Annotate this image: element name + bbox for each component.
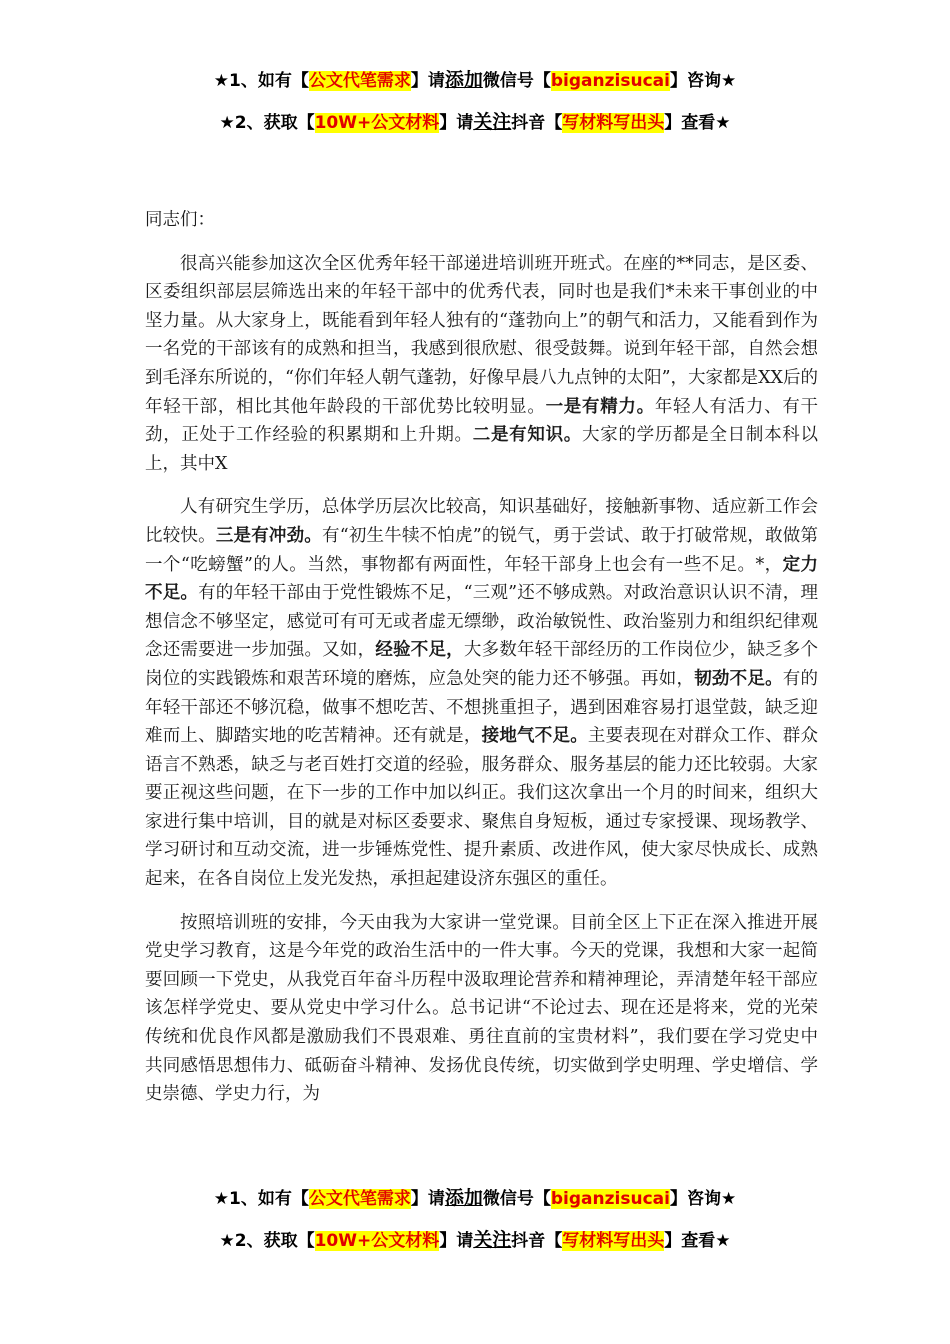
underlined-word: 关注 — [473, 111, 512, 133]
banner-text: 】咨询★ — [669, 71, 737, 91]
bold-point: 经验不足， — [375, 640, 464, 661]
banner-text: 抖音【 — [511, 113, 563, 133]
footer-banner-line-2 — [0, 1228, 950, 1253]
paragraph-text: 大家的学历都是全日制本科以上，其中X — [145, 425, 818, 474]
paragraph-1 — [145, 250, 818, 479]
underlined-word: 添加 — [444, 1187, 483, 1209]
highlight-service: 公文代笔需求 — [308, 71, 411, 91]
paragraph-text: 有的年轻干部还不够沉稳，做事不想吃苦、不想挑重担子，遇到困难容易打退堂鼓，缺乏迎难而上、脚踏实地的吃苦精神。还有就是， — [145, 668, 819, 747]
banner-text: ★1、如有【 — [213, 71, 309, 91]
paragraph-text: 很高兴能参加这次全区优秀年轻干部递进培训班开班式。在座的**同志，是区委、区委组织部层层筛选出来的年轻干部中的优秀代表，同时也是我们*未来干事创业的中坚力量。从大家身上，既能看到年轻人独有的“蓬勃向上”的朝气和活力，又能看到作为一名党的干部该有的成熟和担当，我感到很欣慰、很受鼓舞。说到年轻干部，自然会想到毛泽东所说的，“你们年轻人朝气蓬勃，好像早晨八九点钟的太阳”，大家都是XX后的年轻干部，相比其他年龄段的干部优势比较明显。 — [145, 253, 818, 417]
bold-point: 一是有精力。 — [545, 396, 655, 417]
highlight-materials: 10W+公文材料 — [314, 1231, 440, 1251]
greeting: 同志们： — [145, 210, 215, 230]
bold-point: 三是有冲劲。 — [215, 525, 323, 546]
banner-text: ★1、如有【 — [213, 1189, 309, 1209]
paragraph-text: 大多数年轻干部经历的工作岗位少，缺乏多个岗位的实践锻炼和艰苦环境的磨炼，应急处突的能力还不够强。再如， — [145, 640, 819, 689]
bold-point: 定力不足。 — [145, 554, 819, 604]
paragraph-text: 有“初生牛犊不怕虎”的锐气，勇于尝试、敢于打破常规，敢做第一个“吃螃蟹”的人。当然，事物都有两面性，年轻干部身上也会有一些不足。*， — [145, 525, 819, 575]
paragraph-2 — [145, 493, 818, 893]
paragraph-text: 有的年轻干部由于党性锻炼不足，“三观”还不够成熟。对政治意识认识不清，理想信念不够坚定，感觉可有可无或者虚无缥缈，政治敏锐性、政治鉴别力和组织纪律观念还需要进一步加强。又如， — [145, 583, 819, 661]
paragraph-text: 年轻人有活力、有干劲，正处于工作经验的积累期和上升期。 — [145, 396, 819, 446]
paragraph-text: 主要表现在对群众工作、群众语言不熟悉，缺乏与老百姓打交道的经验，服务群众、服务基层的能力还比较弱。大家要正视这些问题，在下一步的工作中加以纠正。我们这次拿出一个月的时间来，组织大家进行集中培训，目的就是对标区委要求、聚焦自身短板，通过专家授课、现场教学、学习研讨和互动交流，进一步锤炼党性、提升素质、改进作风，使大家尽快成长、成熟起来，在各自岗位上发光发热，承担起建设济东强区的重任。 — [145, 726, 819, 890]
banner-text: 微信号【 — [482, 1189, 551, 1209]
footer-banner-line-1 — [0, 1186, 950, 1211]
highlight-service: 公文代笔需求 — [308, 1189, 411, 1209]
highlight-wechat-id: biganzisucai — [550, 71, 670, 91]
banner-text: 】查看★ — [664, 1231, 731, 1251]
paragraph-3: 按照培训班的安排，今天由我为大家讲一堂党课。目前全区上下正在深入推进开展党史学习教育，这是今年党的政治生活中的一件大事。今天的党课，我想和大家一起简要回顾一下党史，从我党百年奋斗历程中汲取理论营养和精神理论，弄清楚年轻干部应该怎样学党史、要从党史中学习什么。总书记讲“不论过去、现在还是将来，党的光荣传统和优良作风都是激励我们不畏艰难、勇往直前的宝贵材料”，我们要在学习党史中共同感悟思想伟力、砥砺奋斗精神、发扬优良传统，切实做到学史明理、学史增信、学史崇德、学史力行，为 — [145, 912, 818, 1105]
highlight-douyin: 写材料写出头 — [562, 1231, 665, 1251]
header-banner-line-1 — [0, 68, 950, 93]
header-banner-line-2 — [0, 110, 950, 135]
paragraph-text: 人有研究生学历，总体学历层次比较高，知识基础好，接触新事物、适应新工作会比较快。 — [145, 497, 818, 546]
banner-text: ★2、获取【 — [219, 1231, 315, 1251]
document-body — [145, 206, 818, 1124]
banner-text: 】请 — [439, 1231, 474, 1251]
highlight-materials: 10W+公文材料 — [314, 113, 440, 133]
banner-text: 】请 — [439, 113, 474, 133]
banner-text: 微信号【 — [482, 71, 551, 91]
banner-text: 】咨询★ — [669, 1189, 737, 1209]
banner-text: 】查看★ — [664, 113, 731, 133]
highlight-wechat-id: biganzisucai — [550, 1189, 670, 1209]
banner-text: 抖音【 — [511, 1231, 563, 1251]
banner-text: ★2、获取【 — [219, 113, 315, 133]
underlined-word: 关注 — [473, 1229, 512, 1251]
underlined-word: 添加 — [444, 69, 483, 91]
bold-point: 韧劲不足。 — [694, 668, 783, 689]
banner-text: 】请 — [410, 1189, 445, 1209]
bold-point: 接地气不足。 — [481, 726, 588, 747]
banner-text: 】请 — [410, 71, 445, 91]
bold-point: 二是有知识。 — [472, 425, 582, 446]
highlight-douyin: 写材料写出头 — [562, 113, 665, 133]
